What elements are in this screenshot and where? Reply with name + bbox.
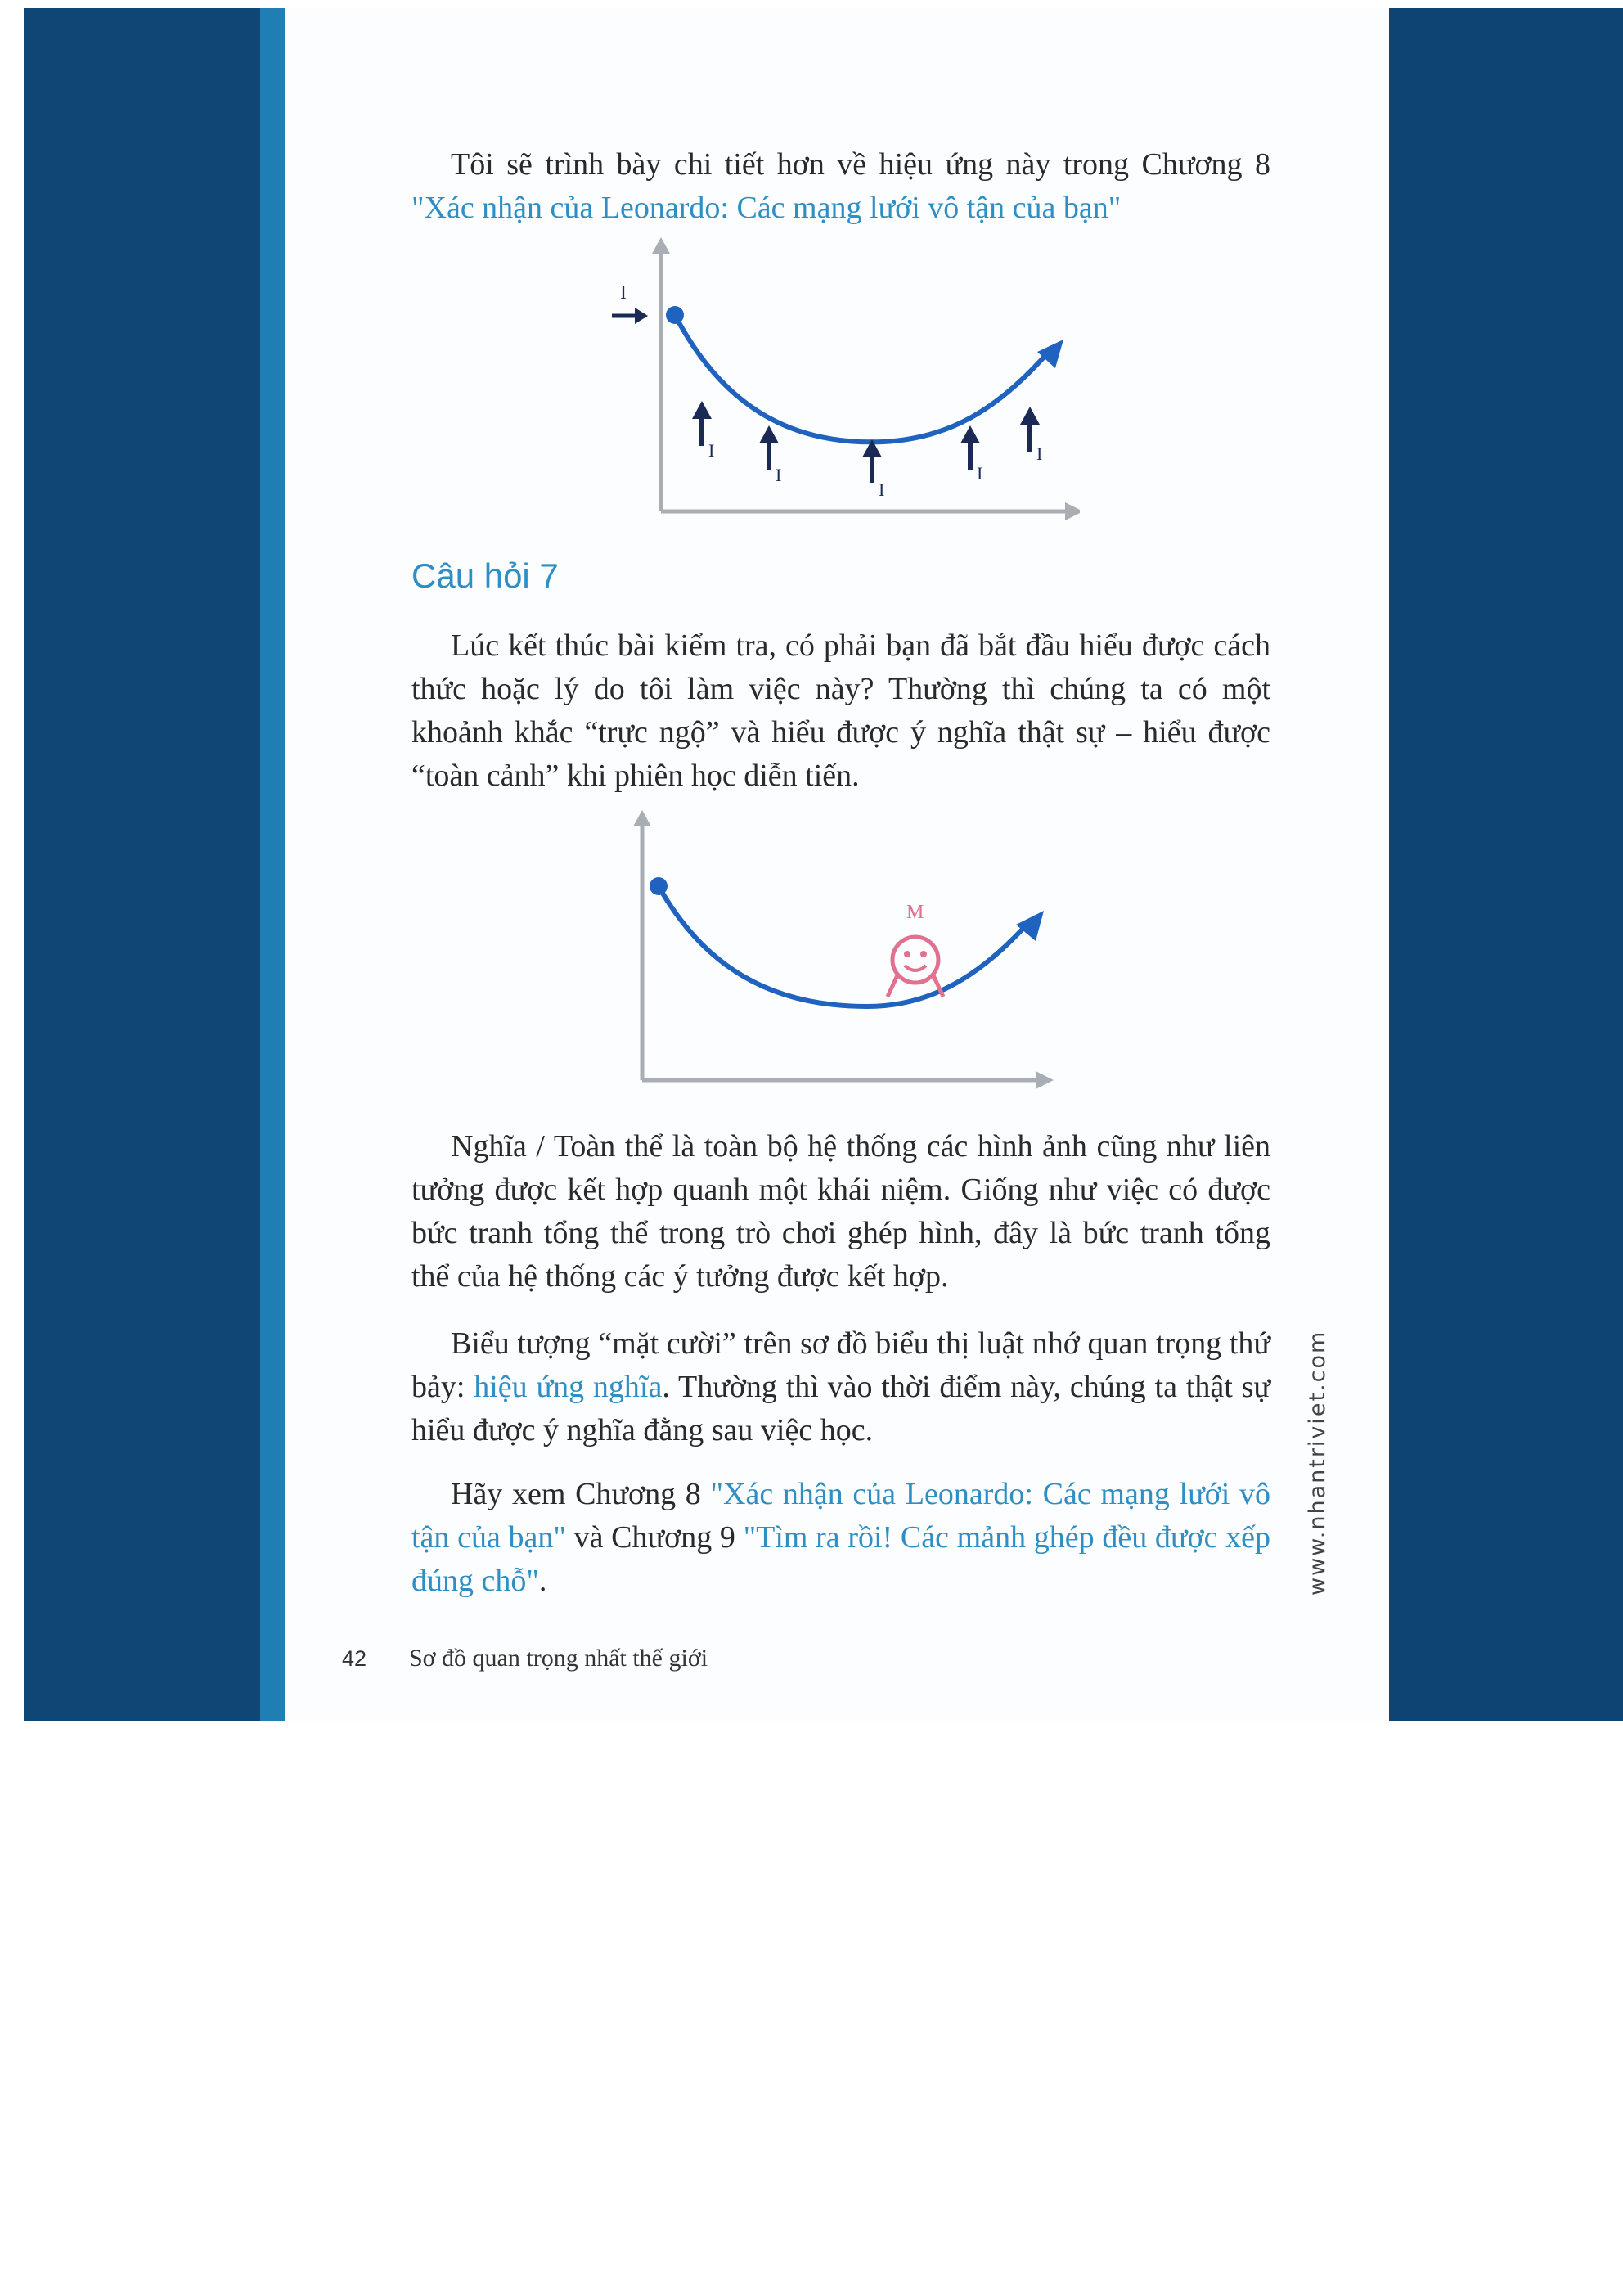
smiley-text-start: Biểu tượng “mặt cười” trên sơ đồ biểu thị luật nhớ quan trọng thứ bảy: [411,1326,1270,1404]
meaning-paragraph: Nghĩa / Toàn thể là toàn bộ hệ thống các hình ảnh cũng như liên tưởng được kết hợp quanh một khái niệm. Giống như việc có được bức tranh tổng thể trong trò chơi ghép hình, đây là bức tranh tổng thể của hệ thống các ý tưởng được kết hợp. [411,1129,1270,1294]
question7-paragraph: Lúc kết thúc bài kiểm tra, có phải bạn đã bắt đầu hiểu được cách thức hoặc lý do tôi làm việc này? Thường thì chúng ta có một khoảnh khắc “trực ngộ” và hiểu được ý nghĩa thật sự – hiểu được “toàn cảnh” khi phiên học diễn tiến. [411,628,1270,793]
section-heading: Câu hỏi 7 [411,556,559,595]
interference-arrow-3 [862,439,884,500]
arrow-label-1: I [708,440,715,461]
page-edge-stripe [260,8,285,1721]
learning-curve [659,886,1027,1006]
website-url[interactable]: www.nhantriviet.com [1305,1330,1330,1596]
running-title: Sơ đồ quan trọng nhất thế giới [409,1645,708,1672]
curve-arrowhead [1037,340,1063,368]
see-text-start: Hãy xem Chương 8 [451,1477,711,1511]
smiley-text-end: . Thường thì vào thời điểm này, chúng ta thật sự hiểu được ý nghĩa đằng sau việc học. [411,1370,1270,1447]
smiley-paragraph [411,1322,1270,1452]
start-arrowhead [635,308,648,324]
y-axis-arrowhead [633,810,651,826]
meaning-effect-term[interactable]: hiệu ứng nghĩa [474,1370,663,1404]
learning-curve-figure-1 [605,237,1080,532]
arrow-label-3: I [879,479,885,500]
interference-arrow-5 [1020,407,1042,464]
y-axis-arrowhead [652,237,670,254]
x-axis-arrowhead [1036,1071,1054,1089]
interference-arrow-2 [759,425,781,485]
curve-arrowhead [1016,911,1044,941]
start-point [666,306,684,324]
x-axis-arrowhead [1065,502,1080,520]
start-label: I [620,282,627,304]
arrow-label-5: I [1036,443,1043,464]
learning-curve [675,315,1047,442]
see-chapters-paragraph [411,1473,1270,1603]
learning-curve-figure-2 [622,810,1055,1096]
intro-line: Tôi sẽ trình bày chi tiết hơn về hiệu ứng này trong Chương 8 [451,147,1270,182]
interference-arrow-1 [692,401,714,461]
smiley-icon [888,937,943,997]
see-text-end: . [538,1564,547,1598]
arrow-label-4: I [977,463,983,484]
right-band [1389,8,1623,1721]
meaning-marker-label: M [906,902,924,923]
chapter8-reference[interactable]: "Xác nhận của Leonardo: Các mạng lưới vô tận của bạn" [411,191,1122,225]
page-number: 42 [342,1646,367,1671]
chapter9-link[interactable]: "Tìm ra rồi! Các mảnh ghép đều được xếp đúng chỗ" [411,1520,1270,1598]
see-text-mid: và Chương 9 [565,1520,744,1555]
intro-paragraph [411,143,1270,230]
start-point [650,877,668,895]
chapter8-link[interactable]: "Xác nhận của Leonardo: Các mạng lưới vô tận của bạn" [411,1477,1271,1555]
interference-arrow-4 [960,425,982,484]
arrow-label-2: I [776,465,782,485]
